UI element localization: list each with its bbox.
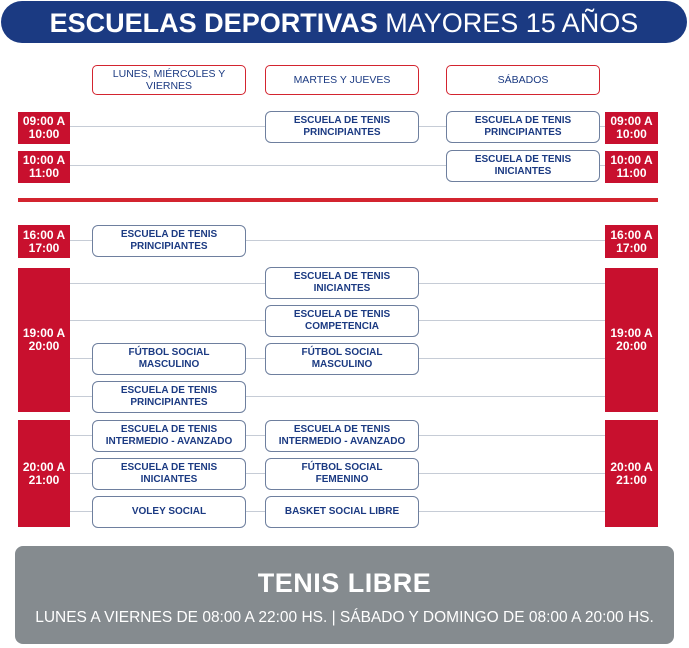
schedule-cell: ESCUELA DE TENIS INTERMEDIO - AVANZADO [265, 420, 419, 452]
schedule-cell: FÚTBOL SOCIAL MASCULINO [265, 343, 419, 375]
schedule-cell: ESCUELA DE TENIS INICIANTES [92, 458, 246, 490]
schedule-cell: ESCUELA DE TENIS INICIANTES [446, 150, 600, 182]
footer-title: TENIS LIBRE [257, 568, 432, 598]
time-1900-right: 19:00 A 20:00 [605, 268, 658, 412]
time-1600-left: 16:00 A 17:00 [18, 225, 70, 258]
column-saturday: SÁBADOS [446, 65, 600, 95]
schedule-cell: ESCUELA DE TENIS PRINCIPIANTES [265, 111, 419, 143]
time-0900-right: 09:00 A 10:00 [605, 112, 658, 144]
title-bold: ESCUELAS DEPORTIVAS [49, 8, 378, 38]
time-1600-right: 16:00 A 17:00 [605, 225, 658, 258]
title-light: MAYORES 15 AÑOS [385, 8, 639, 38]
schedule-cell: ESCUELA DE TENIS INICIANTES [265, 267, 419, 299]
time-2000-left: 20:00 A 21:00 [18, 420, 70, 527]
schedule-cell: BASKET SOCIAL LIBRE [265, 496, 419, 528]
schedule-cell: VOLEY SOCIAL [92, 496, 246, 528]
schedule-cell: ESCUELA DE TENIS PRINCIPIANTES [92, 381, 246, 413]
schedule-cell: FÚTBOL SOCIAL FEMENINO [265, 458, 419, 490]
column-mon-wed-fri: LUNES, MIÉRCOLES Y VIERNES [92, 65, 246, 95]
time-2000-right: 20:00 A 21:00 [605, 420, 658, 527]
time-1000-left: 10:00 A 11:00 [18, 151, 70, 183]
section-divider [18, 198, 658, 202]
footer-subtitle: LUNES A VIERNES DE 08:00 A 22:00 HS. | SÁBADO Y DOMINGO DE 08:00 A 20:00 HS. [35, 609, 654, 626]
time-0900-left: 09:00 A 10:00 [18, 112, 70, 144]
column-tue-thu: MARTES Y JUEVES [265, 65, 419, 95]
time-1900-left: 19:00 A 20:00 [18, 268, 70, 412]
schedule-cell: ESCUELA DE TENIS INTERMEDIO - AVANZADO [92, 420, 246, 452]
schedule-cell: ESCUELA DE TENIS COMPETENCIA [265, 305, 419, 337]
schedule-cell: ESCUELA DE TENIS PRINCIPIANTES [92, 225, 246, 257]
page-title [1, 1, 687, 43]
tenis-libre-banner [15, 546, 674, 644]
schedule-cell: ESCUELA DE TENIS PRINCIPIANTES [446, 111, 600, 143]
time-1000-right: 10:00 A 11:00 [605, 151, 658, 183]
schedule-cell: FÚTBOL SOCIAL MASCULINO [92, 343, 246, 375]
